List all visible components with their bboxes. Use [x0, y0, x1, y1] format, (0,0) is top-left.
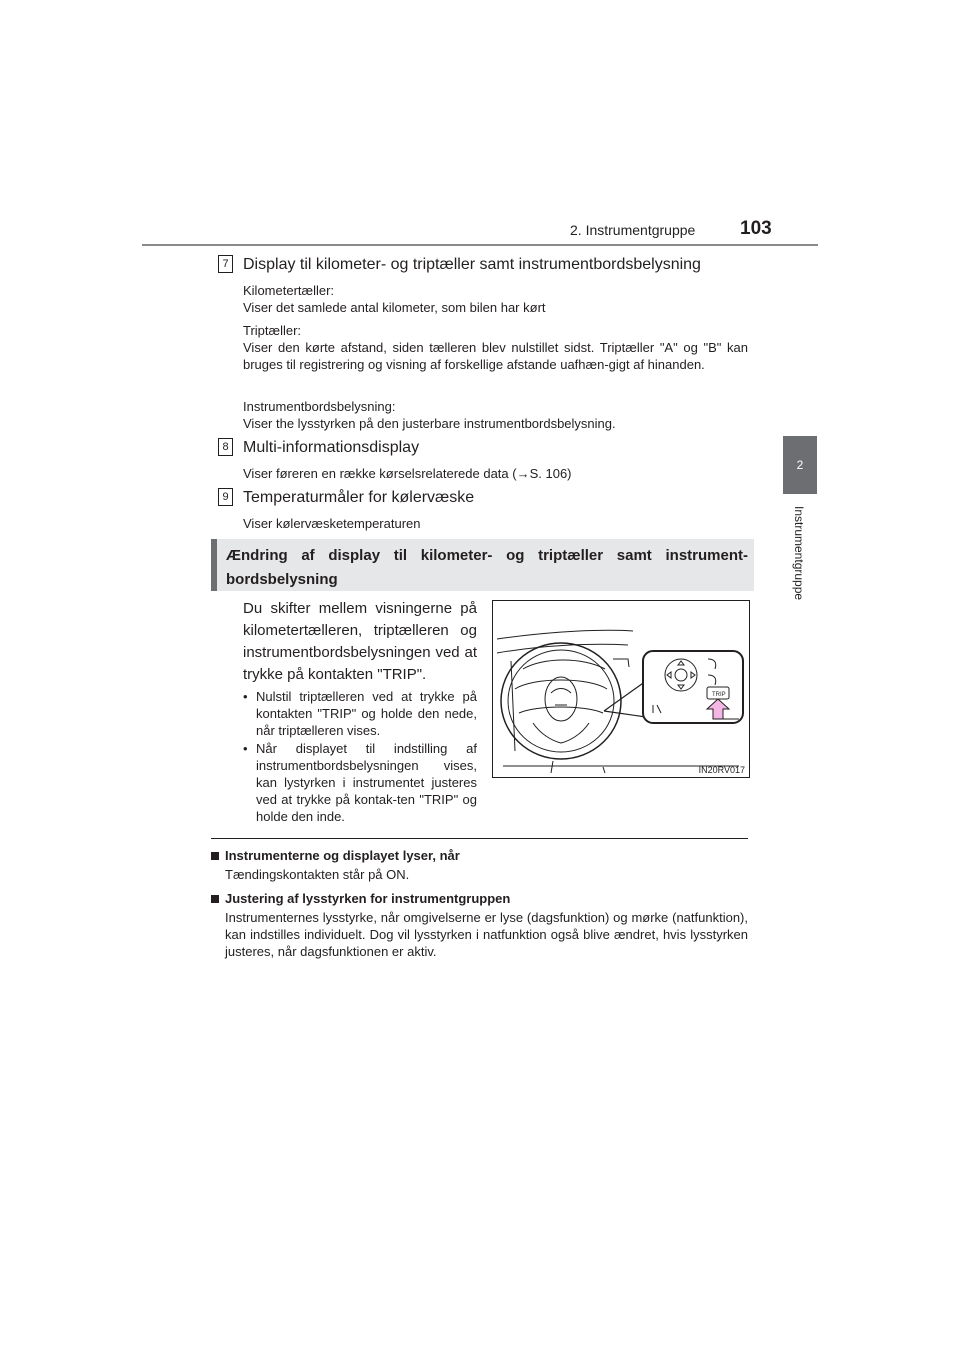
item-9-text: Viser kølervæsketemperaturen — [243, 516, 421, 531]
note-1 — [211, 848, 748, 883]
note-text: Instrumenternes lysstyrke, når omgivelserne er lyse (dagsfunktion) og mørke (natfunktion), kan indstilles individuelt. Dog vil lysstyrken i natfunktion også blive ændret, hvis lysstyrken justeres, når dagsfunktionen er aktiv. — [225, 910, 748, 959]
steering-wheel-illustration — [492, 600, 750, 778]
square-bullet-icon — [211, 852, 219, 860]
steering-wheel-drawing — [493, 601, 749, 777]
bullet-text: Nulstil triptælleren ved at trykke på kontakten "TRIP" og holde den nede, når triptælleren vises. — [256, 689, 477, 738]
trip-button-label: TRIP — [712, 692, 726, 698]
figure-code: IN20RV017 — [698, 765, 745, 775]
section-intro: Du skifter mellem visningerne på kilometertælleren, triptælleren og instrumentbordsbelysningen ved at trykke på kontakten "TRIP". — [243, 600, 477, 683]
bullet-list — [243, 688, 477, 825]
paragraph-text: Viser det samlede antal kilometer, som bilen har kørt — [243, 300, 546, 315]
paragraph-label: Triptæller: — [243, 323, 302, 338]
header-rule — [142, 244, 818, 246]
note-heading: Instrumenterne og displayet lyser, når — [211, 848, 748, 863]
section-banner-title: Ændring af display til kilometer- og triptæller samt instrument-bordsbelysning — [226, 547, 748, 588]
note-text: Tændingskontakten står på ON. — [225, 867, 410, 882]
item-title-7: Display til kilometer- og triptæller samt instrumentbordsbelysning — [243, 256, 701, 273]
note-heading: Justering af lysstyrken for instrumentgruppen — [211, 891, 748, 906]
item-7-paragraph-illumination — [243, 398, 748, 432]
paragraph-label: Instrumentbordsbelysning: — [243, 399, 396, 414]
list-item — [243, 688, 477, 739]
item-title-9: Temperaturmåler for kølervæske — [243, 489, 475, 506]
bullet-marker: • — [243, 741, 248, 756]
square-bullet-icon — [211, 895, 219, 903]
item-title-8: Multi-informationsdisplay — [243, 439, 420, 456]
list-item — [243, 740, 477, 825]
bullet-text: Når displayet til indstilling af instrumentbordsbelysningen vises, kan lystyrken i instrumentet justeres ved at trykke på kontak-ten "TRIP" og holde den inde. — [256, 741, 477, 824]
item-8-text: Viser føreren en række kørselsrelaterede data (→S. 106) — [243, 466, 572, 481]
page-number: 103 — [740, 218, 772, 239]
item-7-paragraph-odometer — [243, 282, 748, 316]
section-banner — [211, 539, 754, 591]
item-number-9: 9 — [218, 488, 233, 506]
item-number-8: 8 — [218, 438, 233, 456]
paragraph-label: Kilometertæller: — [243, 283, 335, 298]
chapter-tab-title: Instrumentgruppe — [792, 506, 806, 601]
item-number-7: 7 — [218, 255, 233, 273]
bullet-marker: • — [243, 689, 248, 704]
paragraph-text: Viser the lysstyrken på den justerbare instrumentbordsbelysning. — [243, 416, 616, 431]
chapter-tab: 2 — [783, 436, 817, 494]
paragraph-text: Viser den kørte afstand, siden tælleren blev nulstillet sidst. Triptæller "A" og "B" kan bruges til registrering og visning af forskellige afstande uafhæn-gigt af hinanden. — [243, 340, 748, 372]
note-2 — [211, 891, 748, 960]
running-header-section: 2. Instrumentgruppe — [570, 222, 696, 238]
item-7-paragraph-trip — [243, 322, 748, 373]
notes-separator — [211, 838, 748, 839]
